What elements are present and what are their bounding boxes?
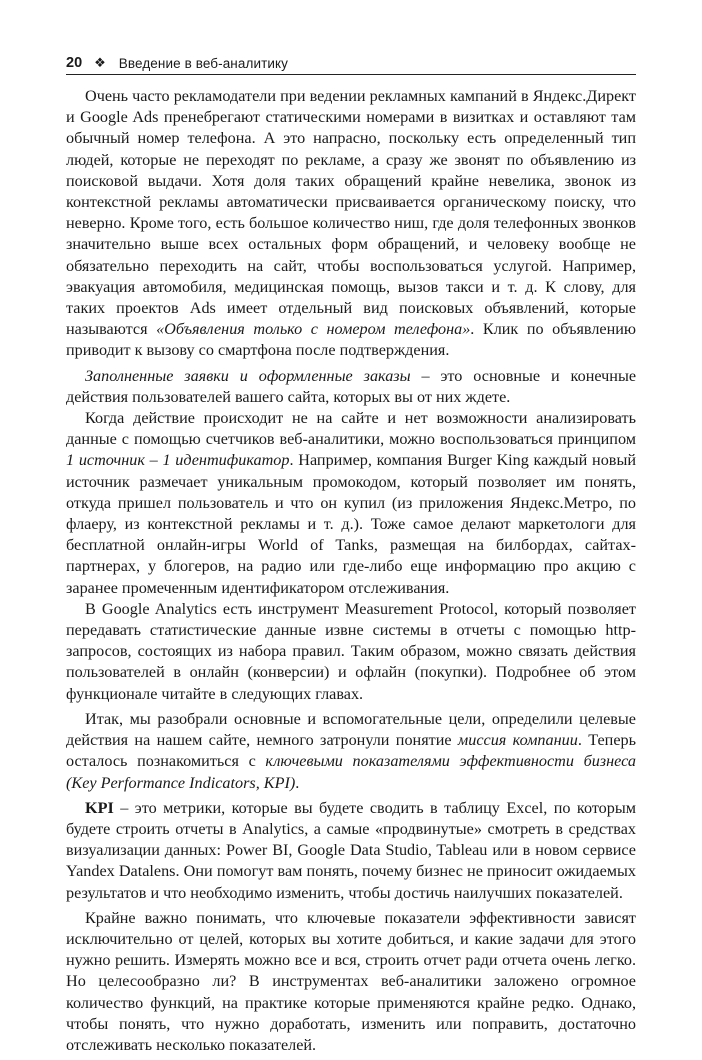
paragraph-kpi-definition: KPI – это метрики, которые вы будете сводить в таблицу Excel, по которым будете строить отчеты в Analytics, а самые «продвинутые» смотреть в средствах визуализации данных: Power BI, Google Data Studio, Tableau или в новом сервисе Yandex Datalens. Они помогут вам понять, почему бизнес не приносит ожидаемых результатов и что необходимо изменить, чтобы достичь наилучших показателей. xyxy=(66,798,636,902)
paragraph-measurement-protocol: В Google Analytics есть инструмент Measurement Protocol, который позволяет передавать статистические данные извне системы в отчеты с помощью http-запросов, состоящих из набора правил. Таким образом, можно связать действия пользователей в онлайн (конверсии) и офлайн (покупки). Подробнее об этом функционале читайте в следующих главах. xyxy=(66,599,636,703)
italic-term: Заполненные заявки и оформленные заказы xyxy=(85,366,411,385)
paragraph-offline-actions: Когда действие происходит не на сайте и нет возможности анализировать данные с помощью счетчиков веб-аналитики, можно воспользоваться принципом 1 источник – 1 идентификатор. Например, компания Burger King каждый новый источник размечает уникальным промокодом, который позволяет им понять, откуда пришел пользователь и что он купил (из приложения Яндекс.Метро, по флаеру, из контекстной рекламы и т. д.). Тоже самое делают маркетологи для бесплатной онлайн-игры World of Tanks, размещая на билбордах, сайтах-партнерах, у блогеров, на радио или где-либо еще информацию про акцию с заранее промеченным идентификатором отслеживания. xyxy=(66,409,636,597)
italic-term: «Объявления только с номером телефона» xyxy=(156,320,471,339)
paragraph-kpi-intro: Итак, мы разобрали основные и вспомогательные цели, определили целевые действия на нашем сайте, немного затронули понятие миссия компании. Теперь осталось познакомиться с ключевыми показателями эффективности бизнеса (Key Performance Indicators, KPI). xyxy=(66,709,637,792)
body-text xyxy=(66,86,636,1060)
paragraph-phone-ads: Очень часто рекламодатели при ведении рекламных кампаний в Яндекс.Директ и Google Ads пренебрегают статическими номерами в визитках и оставляют там обычный номер телефона. А это напрасно, поскольку есть определенный тип людей, которые не переходят по рекламе, а сразу же звонят по объявлению из поисковой выдачи. Хотя доля таких обращений крайне невелика, звонок из контекстной рекламы автоматически присваивается органическому поиску, что неверно. Кроме того, есть большое количество ниш, где доля телефонных звонков значительно выше всех остальных форм обращений, и человеку вообще не обязательно переходить на сайт, чтобы воспользоваться услугой. Например, эвакуация автомобиля, медицинская помощь, вызов такси и т. д. К слову, для таких проектов Ads имеет отдельный вид поисковых объявлений, которые называются «Объявления только с номером телефона». Клик по объявлению приводит к вызову со смартфона после подтверждения. xyxy=(66,87,636,360)
diamond-ornament-icon: ❖ xyxy=(94,55,106,70)
page-number: 20 xyxy=(66,55,83,71)
running-header xyxy=(66,52,636,75)
paragraph-orders: Заполненные заявки и оформленные заказы – это основные и конечные действия пользователей вашего сайта, которых вы от них ждете. xyxy=(66,366,636,406)
running-title: Введение в веб-аналитику xyxy=(118,55,289,71)
italic-term: 1 источник – 1 идентификатор xyxy=(66,451,290,470)
bold-term: KPI xyxy=(85,798,114,817)
italic-term: ключевыми показателями эффективности бизнеса (Key Performance Indicators, KPI) xyxy=(66,752,636,792)
paragraph-kpi-importance: Крайне важно понимать, что ключевые показатели эффективности зависят исключительно от целей, которых вы хотите добиться, и какие задачи для этого нужно решить. Измерять можно все и вся, строить отчет ради отчета очень легко. Но целесообразно ли? В инструментах веб-аналитики заложено огромное количество функций, на практике которые применяются крайне редко. Однако, чтобы понять, что нужно доработать, изменить или поправить, достаточно отслеживать несколько показателей. xyxy=(66,908,636,1054)
italic-term: миссия компании xyxy=(457,731,578,750)
